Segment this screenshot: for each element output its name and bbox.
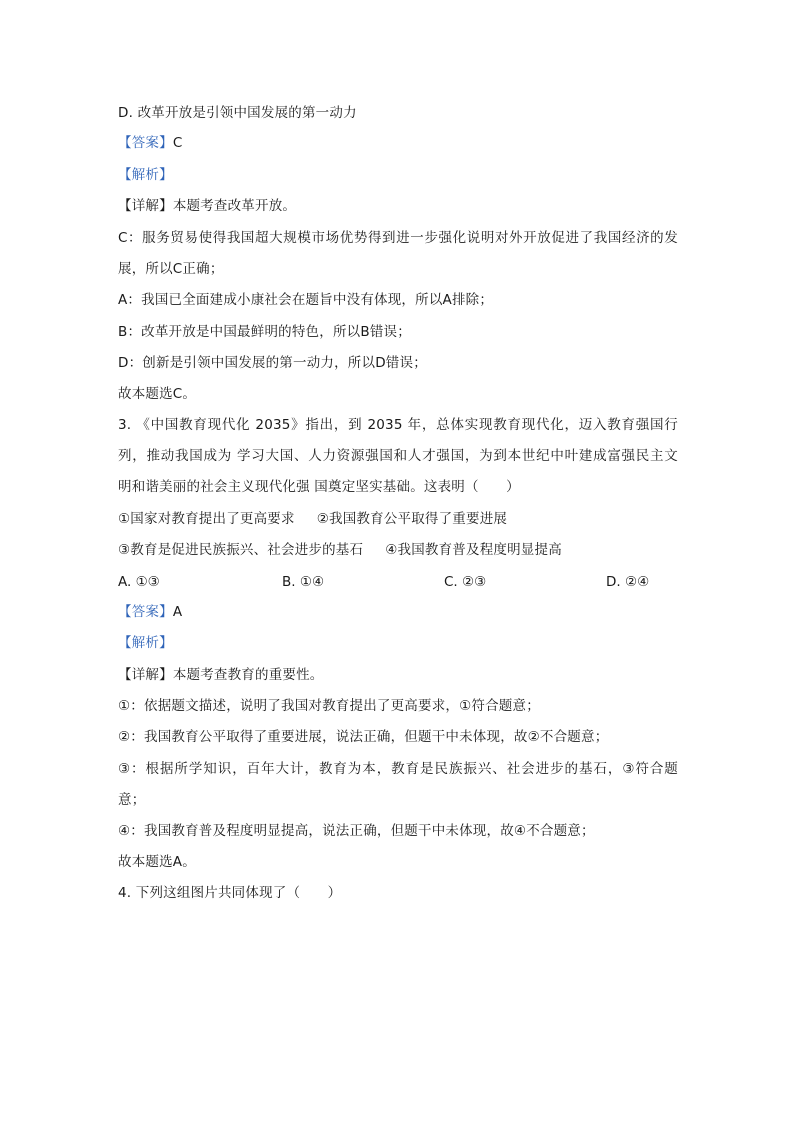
statement-2: ②我国教育公平取得了重要进展 bbox=[316, 511, 508, 527]
q3-explain-4: ④：我国教育普及程度明显提高，说法正确，但题干中未体现，故④不合题意； bbox=[118, 823, 595, 839]
q3-option-b: B. ①④ bbox=[282, 574, 325, 590]
q3-stem-line3: 明和谐美丽的社会主义现代化强 国奠定坚实基础。这表明（ ） bbox=[118, 479, 520, 495]
detail-text: 本题考查教育的重要性。 bbox=[172, 667, 324, 683]
q3-detail bbox=[118, 666, 324, 684]
answer-tag: 【答案】 bbox=[118, 604, 173, 620]
q2-explain-a: A：我国已全面建成小康社会在题旨中没有体现，所以A排除； bbox=[118, 292, 494, 308]
detail-tag: 【详解】 bbox=[118, 667, 173, 683]
q3-statements-row1 bbox=[118, 510, 507, 528]
q2-explain-b: B：改革开放是中国最鲜明的特色，所以B错误； bbox=[118, 324, 411, 340]
q3-stem-line2: 列，推动我国成为 学习大国、人力资源强国和人才强国，为到本世纪中叶建成富强民主文 bbox=[118, 448, 678, 464]
detail-tag: 【详解】 bbox=[118, 198, 173, 214]
q3-option-c: C. ②③ bbox=[444, 574, 487, 590]
q3-option-a: A. ①③ bbox=[118, 574, 160, 590]
q3-option-d: D. ②④ bbox=[606, 574, 650, 590]
q3-conclusion: 故本题选A。 bbox=[118, 854, 196, 870]
q3-explain-3-line2: 意； bbox=[118, 792, 146, 808]
q2-conclusion: 故本题选C。 bbox=[118, 386, 197, 402]
q3-explain-1: ①：依据题文描述，说明了我国对教育提出了更高要求，①符合题意； bbox=[118, 698, 540, 714]
answer-tag: 【答案】 bbox=[118, 135, 173, 151]
q3-explain-2: ②：我国教育公平取得了重要进展，说法正确，但题干中未体现，故②不合题意； bbox=[118, 729, 609, 745]
q2-option-d: D. 改革开放是引领中国发展的第一动力 bbox=[118, 105, 357, 121]
q3-statements-row2 bbox=[118, 541, 562, 559]
q3-stem-line1: 3. 《中国教育现代化 2035》指出，到 2035 年，总体实现教育现代化，迈入教育强国行 bbox=[118, 417, 678, 433]
q2-detail bbox=[118, 197, 296, 215]
q2-explain-d: D：创新是引领中国发展的第一动力，所以D错误； bbox=[118, 355, 427, 371]
statement-4: ④我国教育普及程度明显提高 bbox=[385, 542, 562, 558]
q2-explain-c-line2: 展，所以C正确； bbox=[118, 261, 224, 277]
answer-value: C bbox=[172, 135, 183, 151]
statement-3: ③教育是促进民族振兴、社会进步的基石 bbox=[118, 542, 364, 558]
answer-value: A bbox=[172, 604, 183, 620]
statement-1: ①国家对教育提出了更高要求 bbox=[118, 511, 295, 527]
q2-explain-c-line1: C：服务贸易使得我国超大规模市场优势得到进一步强化说明对外开放促进了我国经济的发 bbox=[118, 230, 678, 246]
q2-analysis-tag: 【解析】 bbox=[118, 167, 173, 183]
q2-answer bbox=[118, 134, 182, 152]
q3-explain-3-line1: ③：根据所学知识，百年大计，教育为本，教育是民族振兴、社会进步的基石，③符合题 bbox=[118, 761, 678, 777]
q3-answer bbox=[118, 603, 182, 621]
detail-text: 本题考查改革开放。 bbox=[172, 198, 297, 214]
q3-analysis-tag: 【解析】 bbox=[118, 635, 173, 651]
q4-stem: 4. 下列这组图片共同体现了（ ） bbox=[118, 885, 342, 901]
